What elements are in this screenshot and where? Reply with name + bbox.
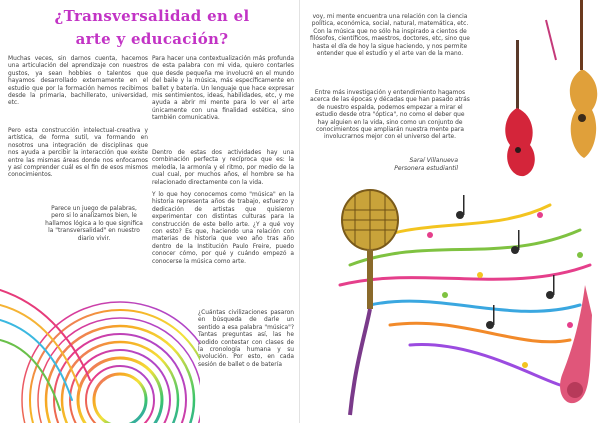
col1-paragraph-2: Pero esta construcción intelectual-creativa y artística, de forma sutil, va formando en nosotros una integración de disciplinas que nos ayuda a percibir la interacción que existe entre las mismas áreas donde nos enfocamos y así comprender cuál es el fin de esos mismos conocimientos. — [8, 128, 148, 179]
signature-name: Saraí Villanueva — [409, 157, 458, 164]
rainbow-swirl-illustration — [0, 250, 200, 423]
col2-paragraph-3: Y lo que hoy conocemos como "música" en la historia representa años de trabajo, esfuerzo y dedicación de artistas que quisieron experimentar con distintas culturas para la construcción de este bello arte. ¿Y a qué voy con esto? Es que, haciendo una relación con materias de historia que veo año tras año dentro de la Institución Paulo Freire, puedo conocer cómo, por qué y cuándo empezó a conocerse la música como arte. — [152, 192, 294, 265]
col2-paragraph-4: ¿Cuántas civilizaciones pasaron en búsqueda de darle un sentido a esa palabra "música"? Tantas preguntas así, las he podido contestar con clases de la cronología humana y su evolución. Por esto, en cada sesión de ballet o de batería — [198, 310, 294, 368]
right-page — [300, 0, 600, 423]
right-paragraph-2: Entre más investigación y entendimiento hagamos acerca de las épocas y décadas que han pasado atrás de nuestro espalda, podemos empezar a mirar el estudio desde otra "óptica", no como el deber que hay alguien en la vida, sino como un conjunto de conocimientos que ampliarán nuestra mente para involucrarnos mejor con el universo del arte. — [310, 90, 470, 141]
right-paragraph-1: voy, mi mente encuentra una relación con la ciencia política, económica, social, natural, matemática, etc. Con la música que no sólo ha inspirado a cientos de filósofos, científicos, maestros, doctores, etc, sino que hasta el día de hoy la sigue haciendo, y nos permite entender que el estudio y el arte van de la mano. — [310, 14, 470, 58]
microphone-illustration — [300, 175, 600, 423]
col1-paragraph-3: Parece un juego de palabras, pero si lo analizamos bien, le hallamos lógica a lo que significa la "transversalidad" en nuestro diario vivir. — [45, 206, 143, 242]
guitars-illustration — [496, 0, 600, 180]
col2-paragraph-1: Para hacer una contextualización más profunda de esta palabra con mi vida, quiero contarles que desde pequeña me involucré en el mundo del baile y la música, más específicamente en ballet y batería. Un lenguaje que hace expresar mis sentimientos, ideas, habilidades, etc, y me ayuda a abrir mi mente para lo ver el arte únicamente con una finalidad estética, sino también comunicativa. — [152, 56, 294, 122]
col1-paragraph-1: Muchas veces, sin darnos cuenta, hacemos una articulación del aprendizaje con nuestros gustos, ya sean hobbies o talentos que hayamos desarrollado externamente en el estudio que por la formación hemos recibimos desde la primaria, bachillerato, universidad, etc. — [8, 56, 148, 107]
col2-paragraph-2: Dentro de estas dos actividades hay una combinación perfecta y recíproca que es: la melodía, la armonía y el ritmo, por medio de la cual cual, por muchos años, el hombre se ha relacionado directamente con la vida. — [152, 150, 294, 186]
page-title: ¿Transversalidad en el arte y educación? — [54, 7, 250, 48]
signature-role: Personera estudiantil — [394, 165, 458, 172]
